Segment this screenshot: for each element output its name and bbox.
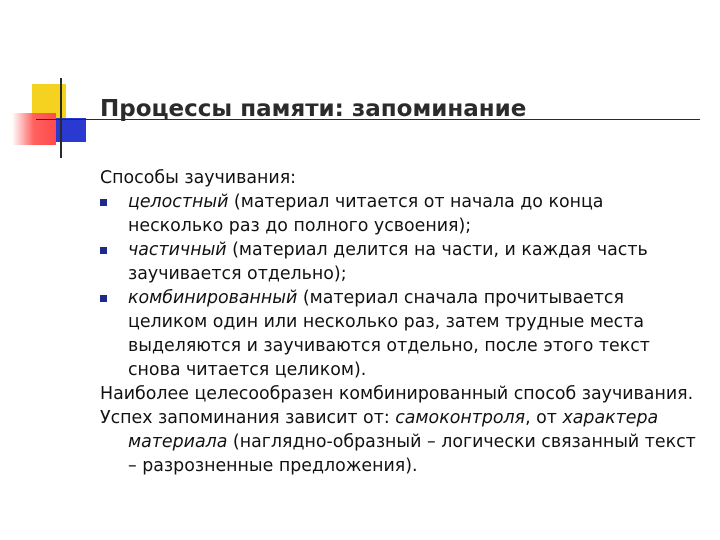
item-term: целостный	[128, 192, 229, 212]
item-text: (материал читается от начала до конца	[228, 192, 604, 212]
item-text-cont: несколько раз до полного усвоения);	[128, 216, 472, 236]
success-line-1	[100, 406, 712, 430]
slide-body	[100, 166, 712, 478]
list-item	[100, 286, 712, 382]
success-term-2b: материала	[128, 432, 228, 452]
slide-title: Процессы памяти: запоминание	[100, 96, 527, 122]
item-term: комбинированный	[128, 288, 298, 308]
item-term: частичный	[128, 240, 227, 260]
list-item	[100, 238, 712, 286]
success-prefix: Успех запоминания зависит от:	[100, 408, 396, 428]
item-text-cont: снова читается целиком).	[128, 360, 367, 380]
conclusion-text: Наиболее целесообразен комбинированный способ заучивания.	[100, 384, 694, 404]
bullet-icon	[100, 295, 107, 302]
list-item	[100, 190, 712, 238]
success-mid: , от	[525, 408, 563, 428]
success-line-3: – разрозненные предложения).	[128, 456, 418, 476]
intro-text: Способы заучивания:	[100, 168, 297, 188]
item-text-cont: целиком один или несколько раз, затем трудные места	[128, 312, 645, 332]
item-text: (материал делится на части, и каждая часть	[226, 240, 648, 260]
item-text: (материал сначала прочитывается	[297, 288, 624, 308]
success-term-2a: характера	[562, 408, 659, 428]
item-text-cont: выделяются и заучиваются отдельно, после этого текст	[128, 336, 650, 356]
decor-vertical-line	[60, 78, 62, 158]
bullet-icon	[100, 199, 107, 206]
success-rest-1: (наглядно-образный – логически связанный текст	[227, 432, 696, 452]
decor-red-square	[12, 113, 56, 145]
item-text-cont: заучивается отдельно);	[128, 264, 347, 284]
bullet-icon	[100, 247, 107, 254]
success-term-1: самоконтроля	[395, 408, 526, 428]
success-line-2	[100, 430, 712, 454]
